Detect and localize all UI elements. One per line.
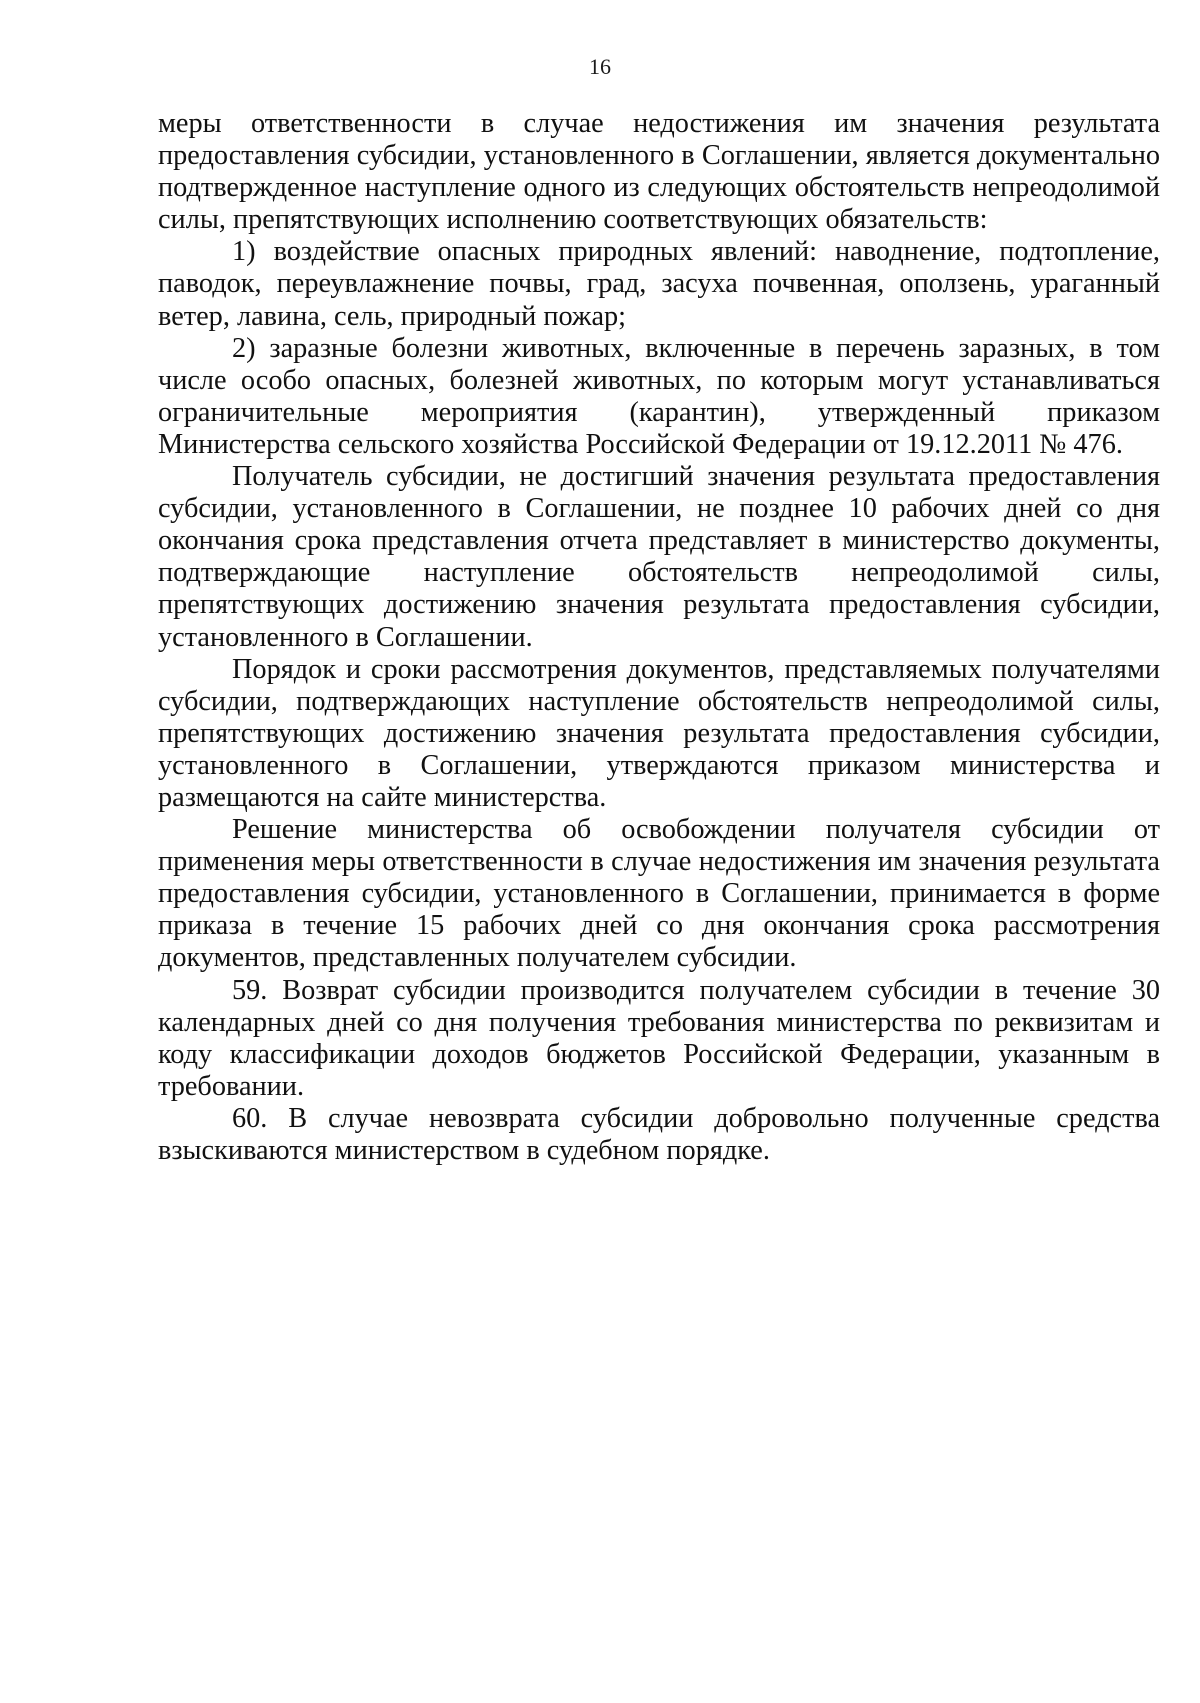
paragraph-clause-60: 60. В случае невозврата субсидии добровольно полученные средства взыскиваются министерством в судебном порядке.: [158, 1102, 1160, 1166]
paragraph-continuation: меры ответственности в случае недостижения им значения результата предоставления субсидии, установленного в Соглашении, является документально подтвержденное наступление одного из следующих обстоятельств непреодолимой силы, препятствующих исполнению соответствующих обязательств:: [158, 108, 1160, 236]
page-number: 16: [589, 54, 611, 79]
paragraph-documents-submission: Получатель субсидии, не достигший значения результата предоставления субсидии, установленного в Соглашении, не позднее 10 рабочих дней со дня окончания срока представления отчета представляет в министерство документы, подтверждающие наступление обстоятельств непреодолимой силы, препятствующих достижению значения результата предоставления субсидии, установленного в Соглашении.: [158, 461, 1160, 653]
paragraph-review-procedure: Порядок и сроки рассмотрения документов, представляемых получателями субсидии, подтверждающих наступление обстоятельств непреодолимой силы, препятствующих достижению значения результата предоставления субсидии, установленного в Соглашении, утверждаются приказом министерства и размещаются на сайте министерства.: [158, 653, 1160, 813]
document-body: [158, 108, 1160, 1167]
paragraph-item-1: 1) воздействие опасных природных явлений: наводнение, подтопление, паводок, переувлажнение почвы, град, засуха почвенная, оползень, ураганный ветер, лавина, сель, природный пожар;: [158, 236, 1160, 332]
paragraph-ministry-decision: Решение министерства об освобождении получателя субсидии от применения меры ответственности в случае недостижения им значения результата предоставления субсидии, установленного в Соглашении, принимается в форме приказа в течение 15 рабочих дней со дня окончания срока рассмотрения документов, представленных получателем субсидии.: [158, 814, 1160, 974]
paragraph-clause-59: 59. Возврат субсидии производится получателем субсидии в течение 30 календарных дней со дня получения требования министерства по реквизитам и коду классификации доходов бюджетов Российской Федерации, указанным в требовании.: [158, 974, 1160, 1102]
paragraph-item-2: 2) заразные болезни животных, включенные в перечень заразных, в том числе особо опасных, болезней животных, по которым могут устанавливаться ограничительные мероприятия (карантин), утвержденный приказом Министерства сельского хозяйства Российской Федерации от 19.12.2011 № 476.: [158, 332, 1160, 460]
